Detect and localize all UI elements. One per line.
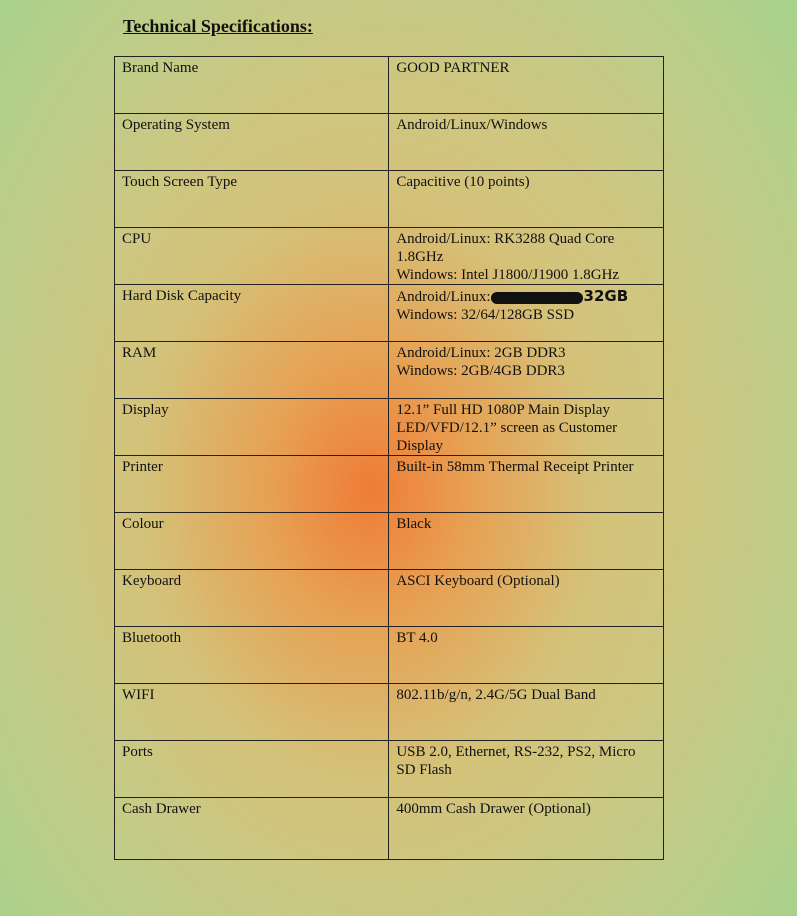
spec-value-line [396,287,663,306]
spec-value-line: SD Flash [396,762,452,778]
spec-label: Display [115,399,389,456]
table-row [115,342,664,399]
spec-value [389,399,664,456]
spec-label: Colour [115,513,389,570]
spec-value [389,456,664,513]
table-row [115,627,664,684]
spec-value-line: ASCI Keyboard (Optional) [396,573,560,589]
spec-value [389,570,664,627]
table-row [115,114,664,171]
spec-value-line: Black [396,516,432,532]
spec-value [389,228,664,285]
table-row [115,285,664,342]
spec-value-line: Android/Linux: 2GB DDR3 [396,345,566,361]
table-row [115,684,664,741]
spec-value [389,342,664,399]
table-row [115,513,664,570]
overwritten-value: 32GB [583,287,629,305]
table-row [115,57,664,114]
spec-value [389,798,664,860]
spec-label: Brand Name [115,57,389,114]
spec-label: Cash Drawer [115,798,389,860]
spec-value-line: Android/Linux/Windows [396,117,548,133]
spec-value-line: USB 2.0, Ethernet, RS-232, PS2, Micro [396,744,636,760]
spec-value-line: Built-in 58mm Thermal Receipt Printer [396,459,634,475]
spec-label: RAM [115,342,389,399]
table-row [115,228,664,285]
spec-value-prefix: Android/Linux: [396,289,491,305]
spec-label: Bluetooth [115,627,389,684]
table-row [115,456,664,513]
spec-value-line: 1.8GHz [396,249,444,265]
spec-value [389,114,664,171]
spec-value-line: Windows: 32/64/128GB SSD [396,307,575,323]
spec-value [389,285,664,342]
table-row [115,570,664,627]
spec-value-line: LED/VFD/12.1” screen as Customer [396,420,618,436]
spec-label: Keyboard [115,570,389,627]
spec-value [389,741,664,798]
page-title: Technical Specifications: [123,16,313,36]
spec-label: Ports [115,741,389,798]
specifications-table [114,56,664,860]
spec-label: WIFI [115,684,389,741]
spec-label: Operating System [115,114,389,171]
spec-value-line: Android/Linux: RK3288 Quad Core [396,231,615,247]
spec-value-line: Windows: Intel J1800/J1900 1.8GHz [396,267,620,283]
spec-value [389,513,664,570]
spec-value [389,684,664,741]
spec-value-line: 802.11b/g/n, 2.4G/5G Dual Band [396,687,596,703]
spec-value-line: GOOD PARTNER [396,60,510,76]
spec-label: Touch Screen Type [115,171,389,228]
table-row [115,171,664,228]
spec-value-line: Display [396,438,444,454]
spec-label: CPU [115,228,389,285]
redaction-mark [491,292,583,304]
spec-label: Printer [115,456,389,513]
spec-value-line: 12.1” Full HD 1080P Main Display [396,402,610,418]
spec-value-line: 400mm Cash Drawer (Optional) [396,801,591,817]
spec-value [389,627,664,684]
table-row [115,798,664,860]
spec-value [389,171,664,228]
spec-label: Hard Disk Capacity [115,285,389,342]
table-row [115,399,664,456]
table-row [115,741,664,798]
spec-value-line: Capacitive (10 points) [396,174,530,190]
spec-value-line: Windows: 2GB/4GB DDR3 [396,363,565,379]
spec-value [389,57,664,114]
spec-value-line: BT 4.0 [396,630,438,646]
